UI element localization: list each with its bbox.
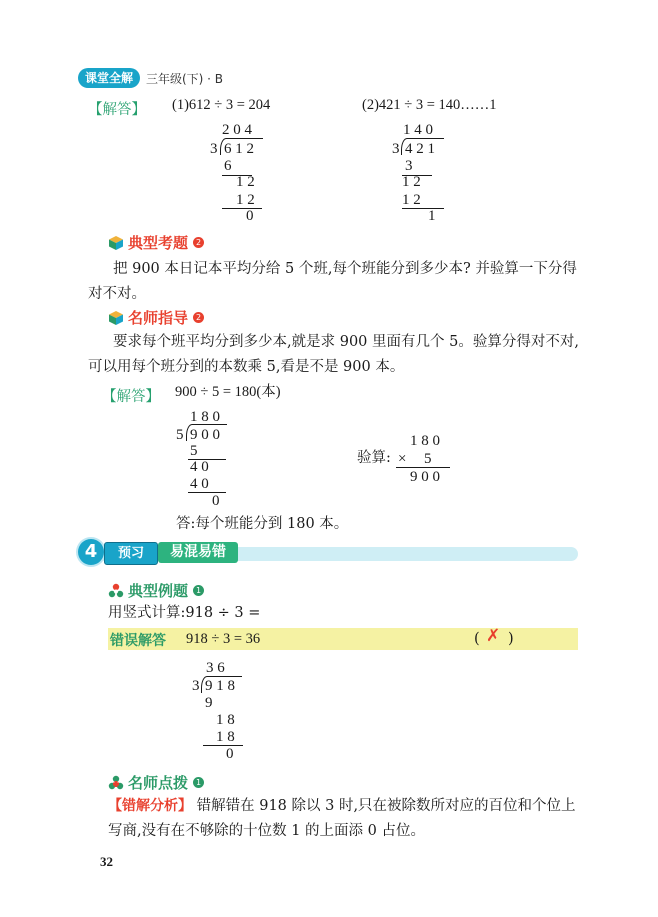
step-3: 1 8 [216, 729, 235, 745]
dividend: 4 2 1 [405, 141, 435, 157]
cube-icon [108, 310, 124, 326]
multiplier: 5 [424, 451, 432, 467]
section-number: 4 [78, 539, 104, 565]
cube-icon [108, 235, 124, 251]
remainder: 0 [212, 493, 220, 509]
quotient: 1 4 0 [403, 122, 433, 138]
step-2: 1 2 [236, 174, 255, 190]
equation-1: (1)612 ÷ 3 = 204 [172, 97, 271, 113]
book-logo: 课堂全解 [78, 68, 140, 88]
typical-question: 把 900 本日记本平均分给 5 个班,每个班能分到多少本? 并验算一下分得对不对。 [88, 261, 577, 302]
quotient: 1 8 0 [190, 409, 220, 425]
remainder: 1 [428, 208, 436, 224]
divisor: 5 [176, 427, 184, 443]
remainder: 0 [226, 746, 234, 762]
step-3: 4 0 [190, 476, 209, 492]
analysis-body: 错解错在 918 除以 3 时,只在被除数所对应的百位和个位上写商,没有在不够除的十位数 1 的上面添 0 占位。 [108, 798, 576, 839]
divisor: 3 [192, 678, 200, 694]
section-title: 典型例题 [128, 582, 189, 600]
multiplicand: 1 8 0 [410, 433, 440, 449]
section-title: 典型考题 [128, 234, 189, 252]
step-1: 9 [205, 695, 213, 711]
quotient: 2 0 4 [222, 122, 252, 138]
equation-2: (2)421 ÷ 3 = 140……1 [362, 97, 497, 113]
step-3: 1 2 [236, 192, 255, 208]
divisor: 3 [210, 141, 218, 157]
dividend: 6 1 2 [224, 141, 254, 157]
section-badge: 2 [193, 312, 204, 323]
dividend: 9 0 0 [190, 427, 220, 443]
answer-tag: 【解答】 [88, 102, 146, 118]
remainder: 0 [246, 208, 254, 224]
step-2: 4 0 [190, 459, 209, 475]
header-subtitle: 三年级(下) · B [146, 72, 224, 86]
recycle-icon [108, 775, 124, 791]
section-badge: 1 [193, 777, 204, 788]
section-title: 易混易错 [158, 542, 238, 563]
step-1: 3 [405, 158, 413, 174]
step-3: 1 2 [402, 192, 421, 208]
typical-heading [108, 232, 204, 253]
guide-heading [108, 307, 204, 328]
operator: × [398, 451, 407, 467]
section-badge: 1 [193, 585, 204, 596]
analysis-tag: 【错解分析】 [108, 798, 192, 814]
conclusion: 答:每个班能分到 180 本。 [176, 516, 349, 532]
section-title: 名师点拨 [128, 774, 189, 792]
step-2: 1 8 [216, 712, 235, 728]
preview-tag: 预习 [104, 542, 158, 565]
guide-equation: 900 ÷ 5 = 180(本) [175, 384, 281, 400]
product: 9 0 0 [410, 469, 440, 485]
wrong-equation: 918 ÷ 3 = 36 [186, 631, 261, 647]
wrong-label: 错误解答 [110, 633, 166, 649]
dividend: 9 1 8 [205, 678, 235, 694]
tips-heading [108, 772, 204, 793]
page-number: 32 [100, 854, 113, 869]
divisor: 3 [392, 141, 400, 157]
example-task: 用竖式计算:918 ÷ 3 = [108, 605, 261, 621]
analysis-text [108, 794, 586, 844]
section-title: 名师指导 [128, 309, 189, 327]
recycle-icon [108, 583, 124, 599]
step-1: 6 [224, 158, 232, 174]
cross-icon: ✗ [486, 626, 501, 646]
section-badge: 2 [193, 237, 204, 248]
guide-explanation: 要求每个班平均分到多少本,就是求 900 里面有几个 5。验算分得对不对,可以用每个班分到的本数乘 5,看是不是 900 本。 [88, 334, 579, 375]
wrong-mark-open: ( [474, 631, 480, 647]
step-2: 1 2 [402, 174, 421, 190]
quotient: 3 6 [206, 660, 225, 676]
answer-tag: 【解答】 [102, 389, 160, 405]
wrong-mark-close: ) [508, 631, 514, 647]
example-heading [108, 580, 204, 601]
step-1: 5 [190, 443, 198, 459]
check-label: 验算: [357, 450, 391, 466]
